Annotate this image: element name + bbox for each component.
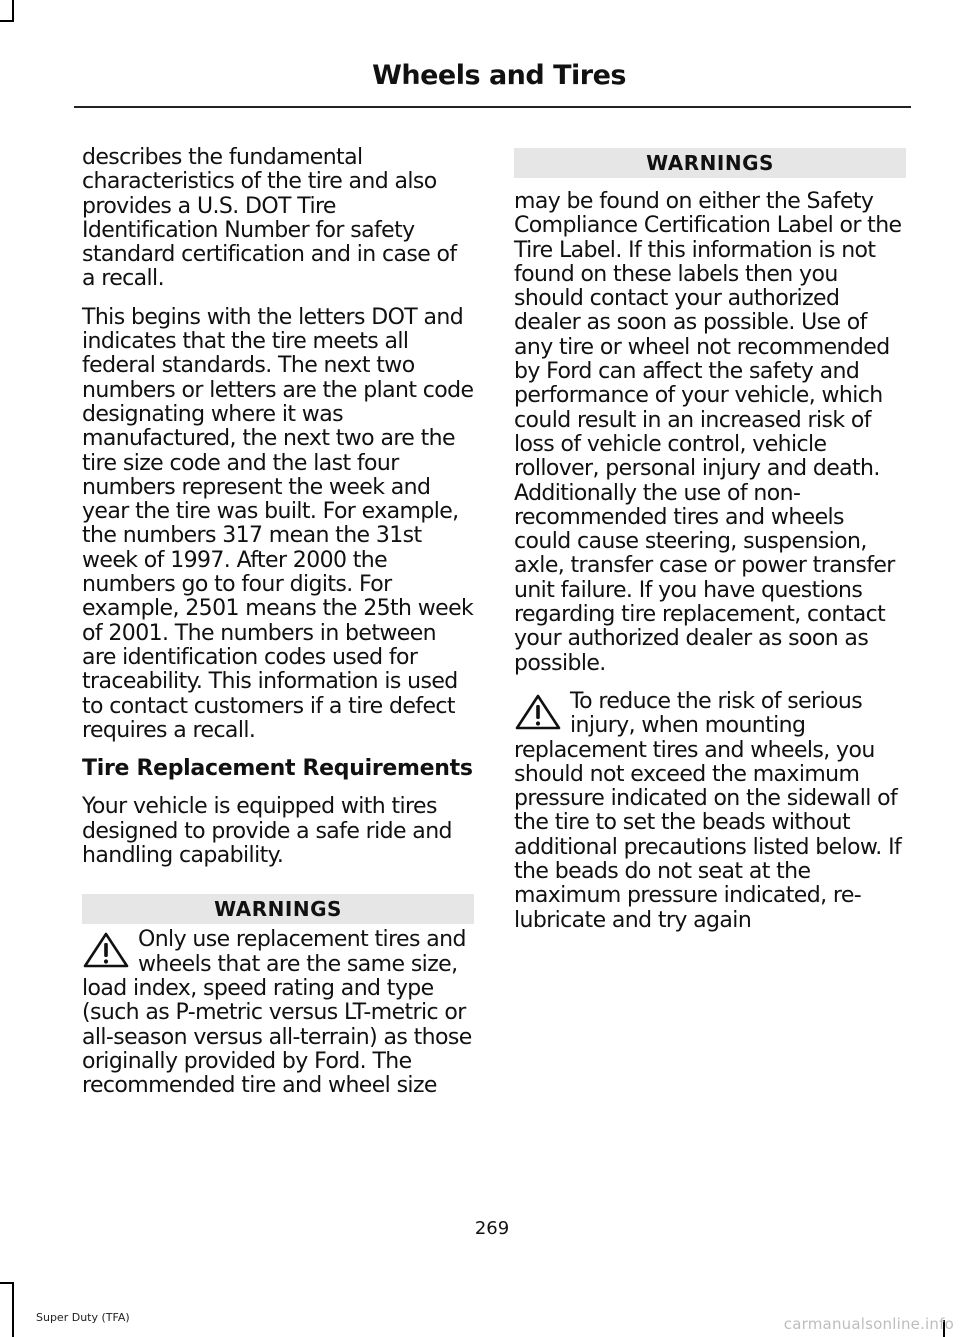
crop-mark-top-left-h	[0, 20, 14, 22]
warning-paragraph	[82, 928, 474, 1098]
warning-triangle-icon	[82, 932, 130, 968]
document-name: Super Duty (TFA)	[36, 1311, 130, 1324]
watermark: carmanualsonline.info	[783, 1315, 954, 1333]
left-column	[82, 146, 474, 1112]
section-heading: Tire Replacement Requirements	[82, 756, 473, 782]
crop-mark-bottom-left	[12, 1282, 14, 1337]
crop-mark-bottom-left-h	[0, 1282, 14, 1284]
paragraph: Your vehicle is equipped with tires designed to provide a safe ride and handling capability.	[82, 794, 452, 869]
warnings-heading: WARNINGS	[514, 148, 906, 178]
right-column	[514, 146, 906, 947]
crop-mark-top-left	[12, 0, 14, 22]
page-number: 269	[474, 1218, 510, 1239]
warnings-heading: WARNINGS	[82, 894, 474, 924]
warning-text: To reduce the risk of serious injury, when mounting replacement tires and wheels, you should not exceed the maximum pressure indicated on the sidewall of the tire to set the beads without additional precautions listed below. If the beads do not seat at the maximum pressure indicated, re-lubricate and try again	[514, 688, 902, 933]
warning-continued-paragraph: may be found on either the Safety Compliance Certification Label or the Tire Label. If this information is not found on these labels then you should contact your authorized dealer as soon as possible. Use of any tire or wheel not recommended by Ford can affect the safety and performance of your vehicle, which could result in an increased risk of loss of vehicle control, vehicle rollover, personal injury and death. Additionally the use of non-recommended tires and wheels could cause steering, suspension, axle, transfer case or power transfer unit failure. If you have questions regarding tire replacement, contact your authorized dealer as soon as possible.	[514, 189, 902, 676]
paragraph: This begins with the letters DOT and indicates that the tire meets all federal standards. The next two numbers or letters are the plant code designating where it was manufactured, the next two are the tire size code and the last four numbers represent the week and year the tire was built. For example, the numbers 317 mean the 31st week of 1997. After 2000 the numbers go to four digits. For example, 2501 means the 25th week of 2001. The numbers in between are identification codes used for traceability. This information is used to contact customers if a tire defect requires a recall.	[82, 304, 474, 743]
header-divider	[74, 106, 911, 108]
warning-triangle-icon	[514, 694, 562, 730]
warning-text: Only use replacement tires and wheels that are the same size, load index, speed rating and type (such as P-metric versus LT-metric or all-season versus all-terrain) as those originally provided by Ford. The recommended tire and wheel size	[82, 927, 472, 1099]
page-title: Wheels and Tires	[372, 60, 626, 91]
warning-paragraph	[514, 690, 906, 933]
paragraph: describes the fundamental characteristics of the tire and also provides a U.S. DOT Tire Identification Number for safety standard certification and in case of a recall.	[82, 145, 457, 292]
